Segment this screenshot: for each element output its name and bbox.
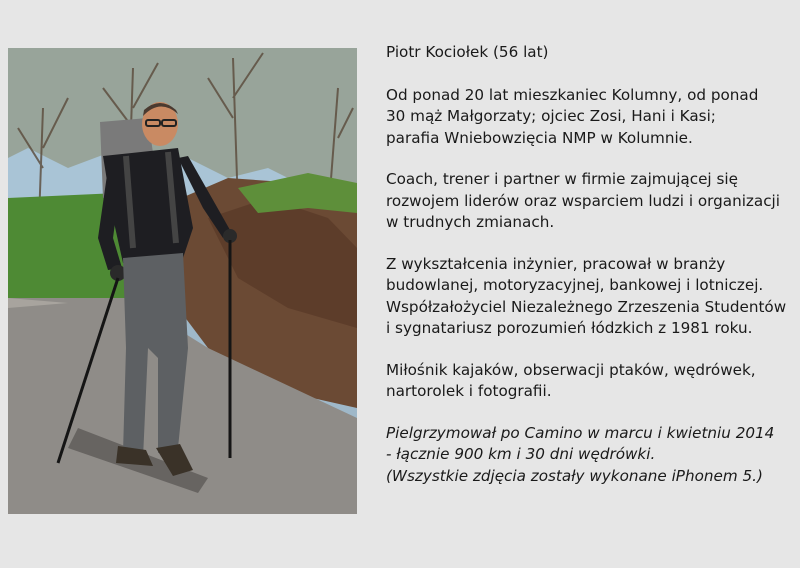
bio-text-block	[386, 42, 796, 487]
bio-paragraph-work	[386, 169, 796, 234]
bio-line: Współzałożyciel Niezależnego Zrzeszenia Studentów	[386, 297, 787, 316]
bio-line: Miłośnik kajaków, obserwacji ptaków, wędrówek,	[386, 360, 756, 379]
bio-line: Coach, trener i partner w firmie zajmującej się	[386, 170, 738, 188]
bio-line: w trudnych zmianach.	[386, 213, 555, 231]
camino-line: (Wszystkie zdjęcia zostały wykonane iPhonem 5.)	[386, 466, 763, 485]
bio-paragraph-family	[386, 85, 796, 150]
camino-line: - łącznie 900 km i 30 dni wędrówki.	[386, 445, 656, 463]
camino-note	[386, 423, 796, 488]
bio-line: 30 mąż Małgorzaty; ojciec Zosi, Hani i Kasi;	[386, 107, 716, 125]
bio-paragraph-hobbies	[386, 360, 796, 403]
bio-line: Z wykształcenia inżynier, pracował w branży	[386, 254, 726, 273]
bio-line: Od ponad 20 lat mieszkaniec Kolumny, od ponad	[386, 85, 759, 104]
person-name: Piotr Kociołek (56 lat)	[386, 43, 549, 61]
bio-line: i sygnatariusz porozumień łódzkich z 1981 roku.	[386, 319, 753, 337]
camino-line: Pielgrzymował po Camino w marcu i kwietniu 2014	[386, 423, 775, 442]
hiker-photo	[8, 48, 357, 514]
bio-line: parafia Wniebowzięcia NMP w Kolumnie.	[386, 128, 693, 147]
hiker-photo-illustration	[8, 48, 357, 514]
bio-paragraph-education	[386, 254, 796, 340]
bio-line: budowlanej, motoryzacyjnej, bankowej i lotniczej.	[386, 276, 764, 294]
bio-line: rozwojem liderów oraz wsparciem ludzi i organizacji	[386, 191, 780, 210]
bio-line: nartorolek i fotografii.	[386, 382, 552, 400]
